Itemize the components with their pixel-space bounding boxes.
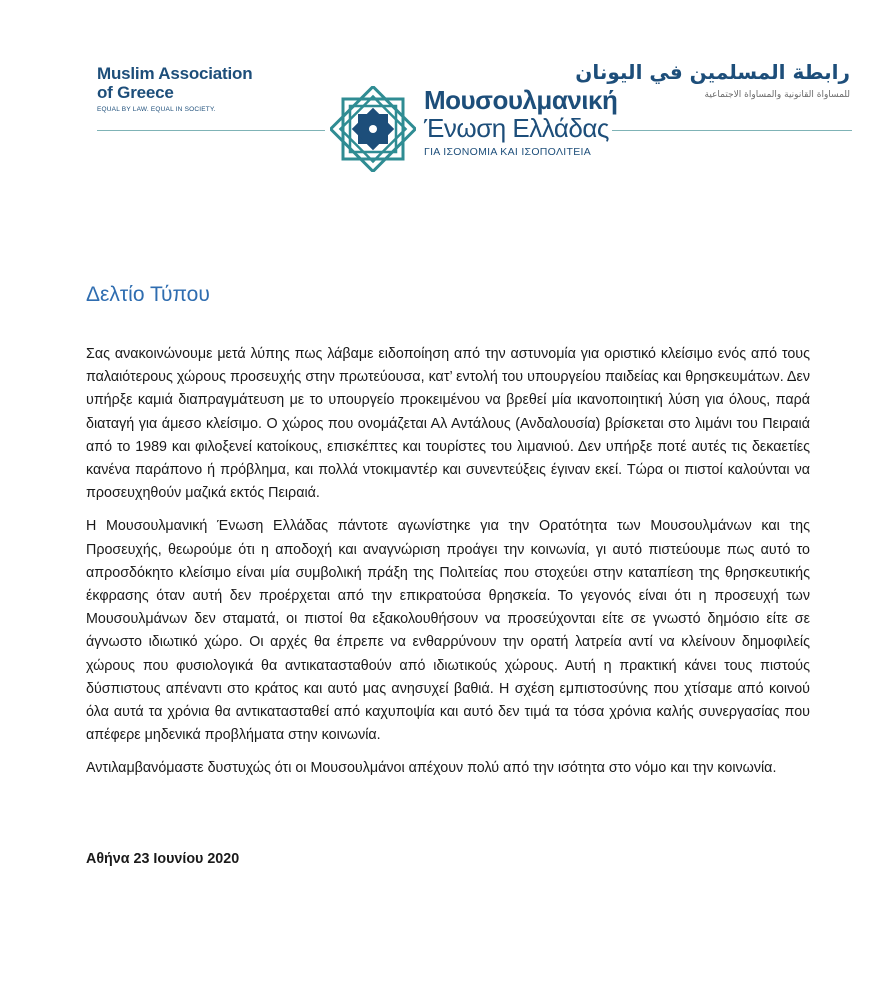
arabic-organization-name: رابطة المسلمين في اليونان [575, 60, 850, 84]
english-tagline: EQUAL BY LAW. EQUAL IN SOCIETY. [97, 106, 216, 113]
right-header-rule [612, 130, 852, 131]
paragraph: Αντιλαμβανόμαστε δυστυχώς ότι οι Μουσουλμάνοι απέχουν πολύ από την ισότητα στο νόμο και την κοινωνία. [86, 760, 777, 777]
greek-organization-name-line2: Ένωση Ελλάδας [424, 113, 609, 143]
greek-organization-name-line1: Μουσουλμανική [424, 85, 618, 115]
paragraph: Σας ανακοινώνουμε μετά λύπης πως λάβαμε ειδοποίηση από την αστυνομία για οριστικό κλείσιμο ενός από τους παλαιότερους χώρους προσευχής στην πρωτεύουσα, κατ’ εντολή του υπουργείου παιδείας και θρησκευμάτων. Δεν υπήρξε καμιά διαπραγμάτευση με το υπουργείο προκειμένου να βρεθεί μία ικανοποιητική λύση για όλους, παρά διαταγή για άμεσο κλείσιμο. Ο χώρος που ονομάζεται Αλ Αντάλους (Ανδαλουσία) βρίσκεται στο λιμάνι του Πειραιά από το 1989 και φιλοξενεί κατοίκους, επισκέπτες και τουρίστες του λιμανιού. Δεν υπήρξε ποτέ αυτές τις δεκαετίες κανένα παράπονο ή πρόβλημα, και πολλά ντοκιμαντέρ και συνεντεύξεις έγιναν εκεί. Τώρα οι πιστοί καλούνται να προσευχηθούν μαζικά εκτός Πειραιά. [86, 346, 810, 502]
letterhead [0, 0, 880, 190]
english-organization-block [97, 64, 252, 113]
paragraph: Η Μουσουλμανική Ένωση Ελλάδας πάντοτε αγωνίστηκε για την Ορατότητα των Μουσουλμάνων και της Προσευχής, θεωρούμε ότι η αποδοχή και αναγνώριση προάγει την κοινωνία, γι αυτό πιστεύουμε πως αυτό το απροσδόκητο κλείσιμο είναι μία συμβολική πράξη της Πολιτείας που στοχεύει στην καταπίεση της θρησκευτικής έκφρασης όταν αυτή δεν προέρχεται από την επικρατούσα θρησκεία. Το γεγονός είναι ότι η προσευχή των Μουσουλμάνων δεν σταματά, οι πιστοί θα εξακολουθήσουν να προσεύχονται είτε σε γνωστό δημόσιο είτε σε άγνωστο ιδιωτικό χώρο. Οι αρχές θα έπρεπε να ενθαρρύνουν την ορατή λατρεία αντί να κλείνουν δημοφιλείς χώρους που φυσιολογικά θα αντικατασταθούν από ιδιωτικούς χώρους. Αυτή η πρακτική κάνει τους πιστούς δύσπιστους απέναντι στο κράτος και αυτό μας ανησυχεί βαθιά. Η σχέση εμπιστοσύνης που χτίσαμε από κοινού όλα αυτά τα χρόνια θα αντικατασταθεί από καχυποψία και αυτό δεν τιμά τα τόσα χρόνια καλής συνεργασίας που απέφερε μηδενικά προβλήματα στην κοινωνία. [86, 518, 810, 744]
octagram-star-emblem-icon [330, 86, 416, 172]
left-header-rule [97, 130, 325, 131]
greek-tagline: ΓΙΑ ΙΣΟΝΟΜΙΑ ΚΑΙ ΙΣΟΠΟΛΙΤΕΙΑ [424, 146, 592, 158]
date-signoff: Αθήνα 23 Ιουνίου 2020 [86, 851, 240, 867]
english-organization-name: Muslim Association of Greece [97, 64, 253, 102]
document-title: Δελτίο Τύπου [86, 283, 210, 306]
arabic-organization-block [575, 60, 850, 100]
press-release-body [86, 343, 810, 791]
arabic-tagline: للمساواة القانونية والمساواة الاجتماعية [704, 90, 850, 100]
